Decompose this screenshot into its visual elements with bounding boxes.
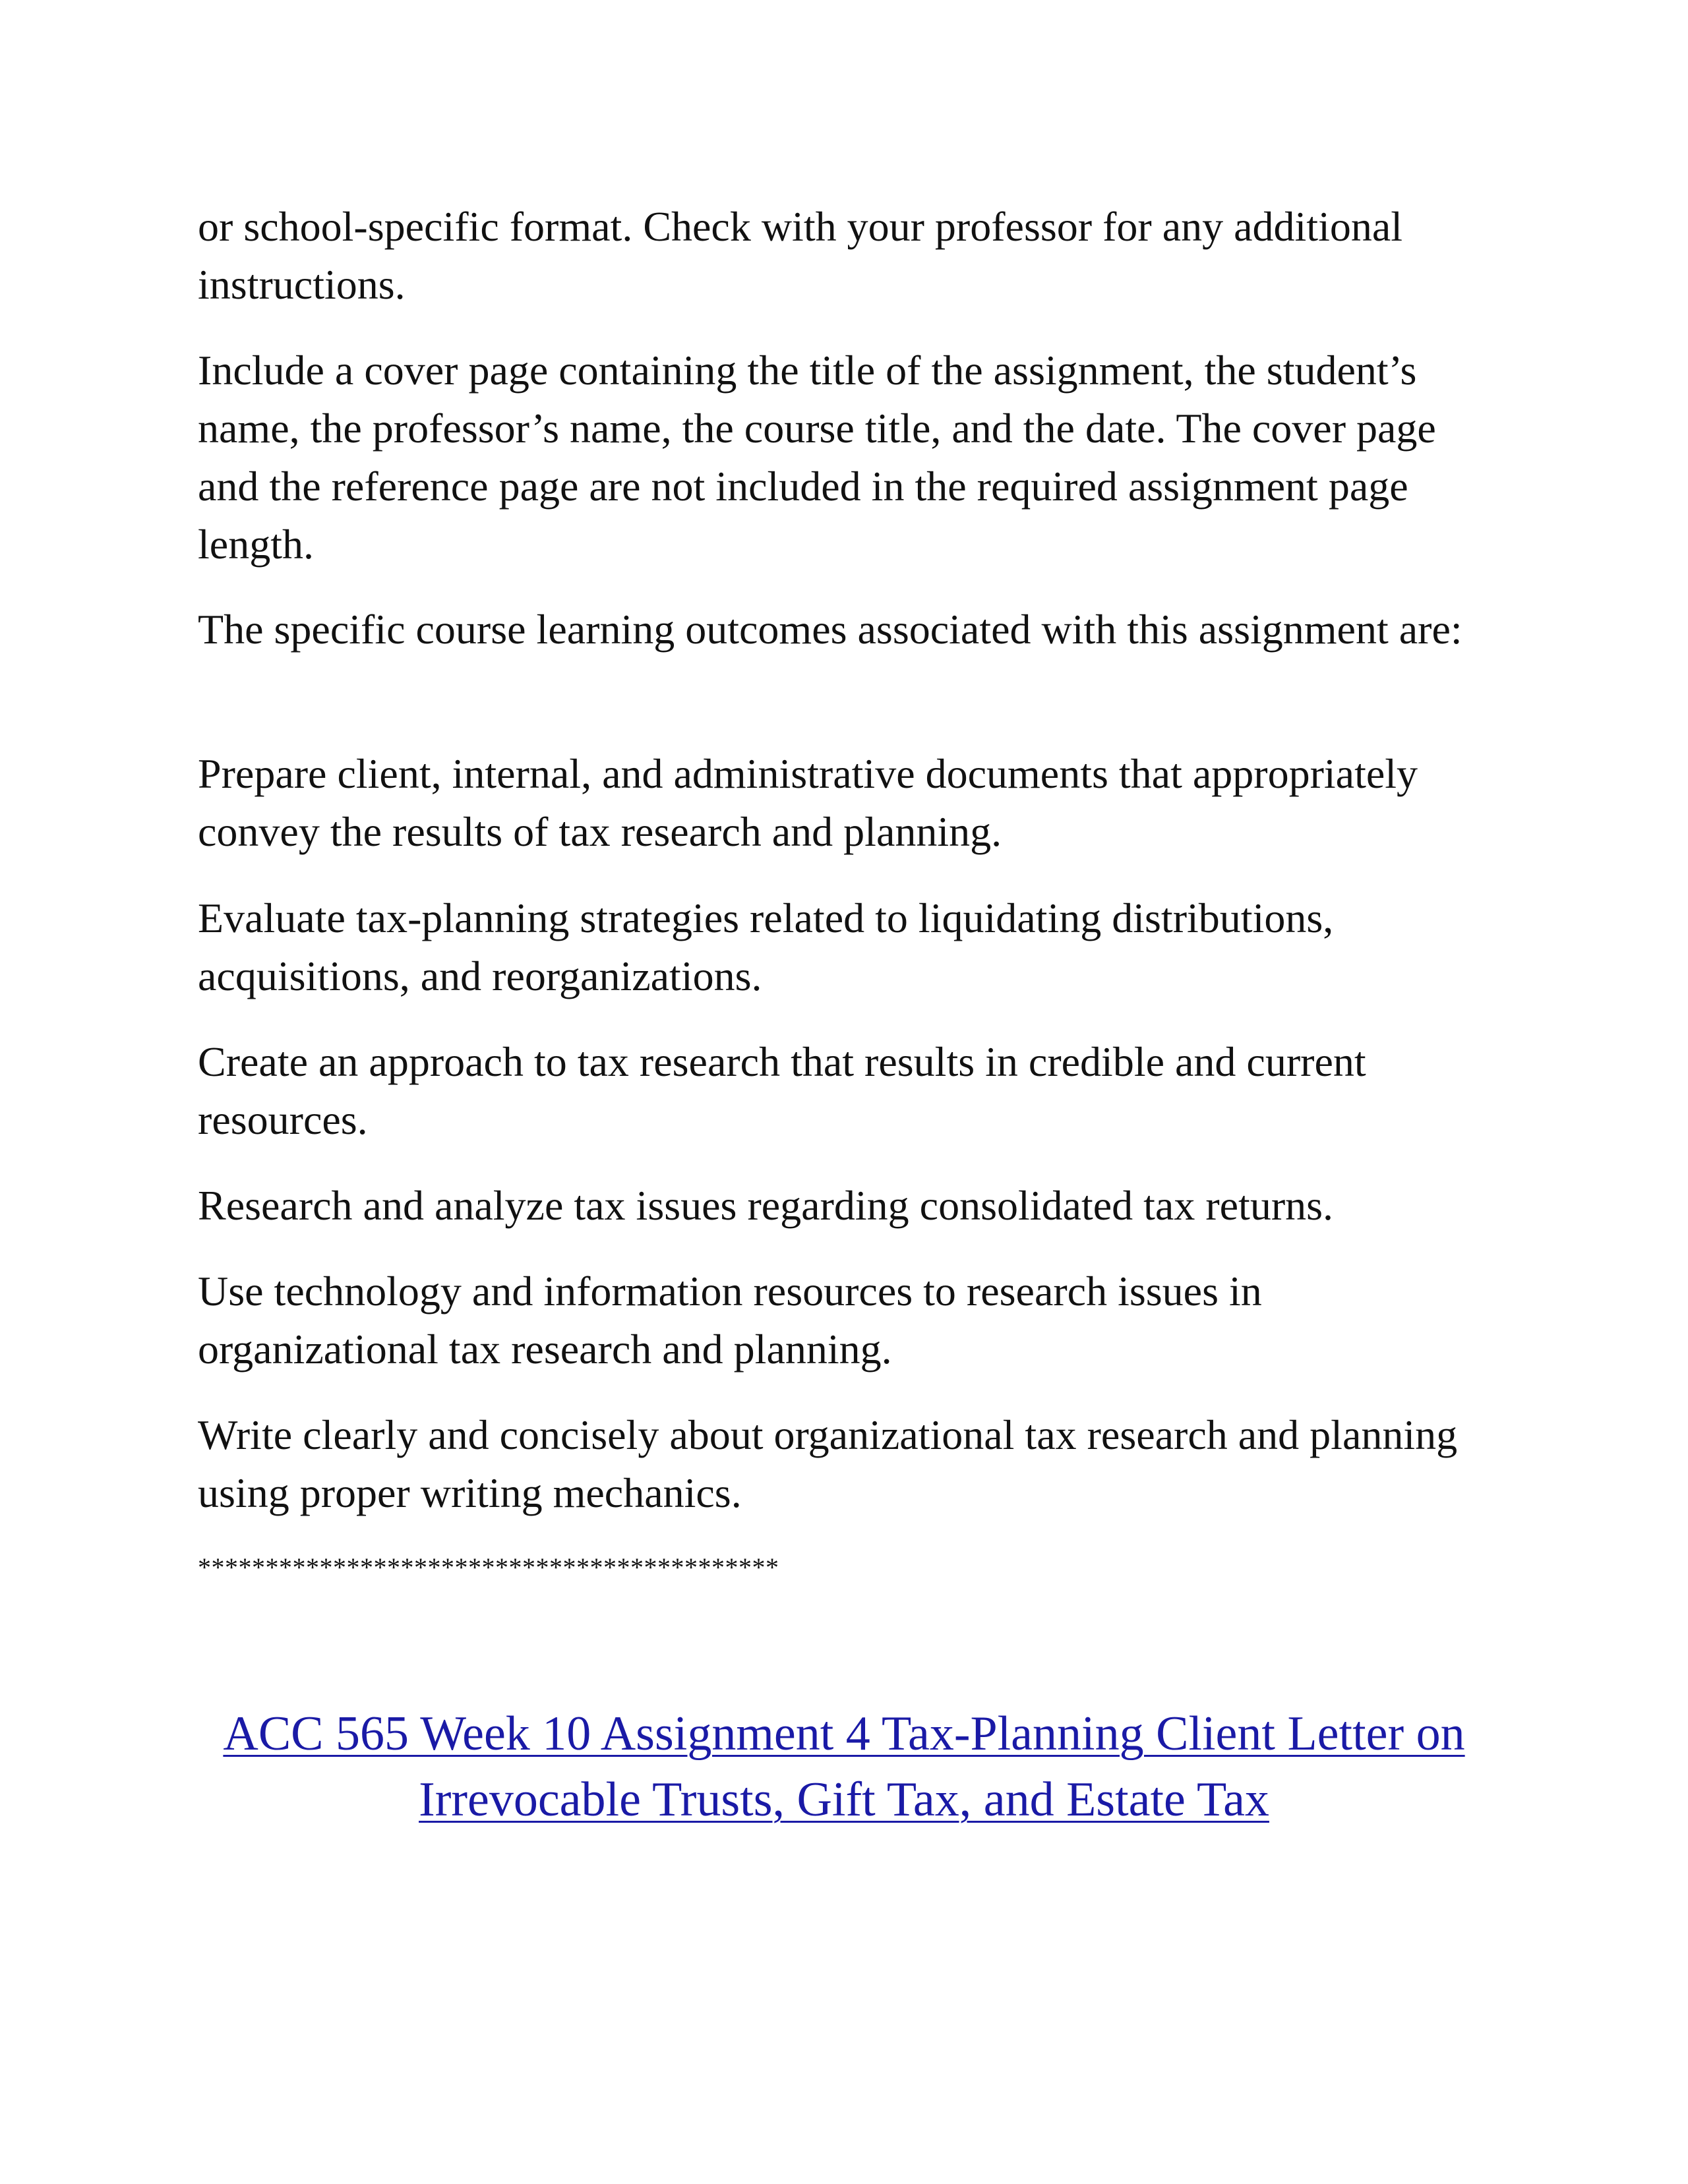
outcome-prepare-documents: Prepare client, internal, and administrative documents that appropriately convey the results of tax research and planning. <box>198 750 1418 855</box>
outcome-create-approach: Create an approach to tax research that results in credible and current resources. <box>198 1038 1366 1143</box>
paragraph-format-instructions: or school-specific format. Check with your professor for any additional instructions. <box>198 203 1403 308</box>
asterisk-separator: ******************************************* <box>198 1552 779 1582</box>
outcome-write-clearly: Write clearly and concisely about organizational tax research and planning using proper writing mechanics. <box>198 1411 1458 1516</box>
paragraph-cover-page: Include a cover page containing the title of the assignment, the student’s name, the professor’s name, the course title, and the date. The cover page and the reference page are not included in the required assignment page length. <box>198 347 1436 568</box>
outcome-evaluate-strategies: Evaluate tax-planning strategies related to liquidating distributions, acquisitions, and reorganizations. <box>198 895 1334 999</box>
assignment-title-link[interactable]: ACC 565 Week 10 Assignment 4 Tax-Planning Client Letter on Irrevocable Trusts, Gift Tax, and Estate Tax <box>223 1707 1465 1827</box>
outcome-research-analyze: Research and analyze tax issues regarding consolidated tax returns. <box>198 1182 1334 1229</box>
paragraph-learning-outcomes-intro: The specific course learning outcomes associated with this assignment are: <box>198 606 1462 653</box>
outcome-use-technology: Use technology and information resources to research issues in organizational tax research and planning. <box>198 1268 1262 1372</box>
